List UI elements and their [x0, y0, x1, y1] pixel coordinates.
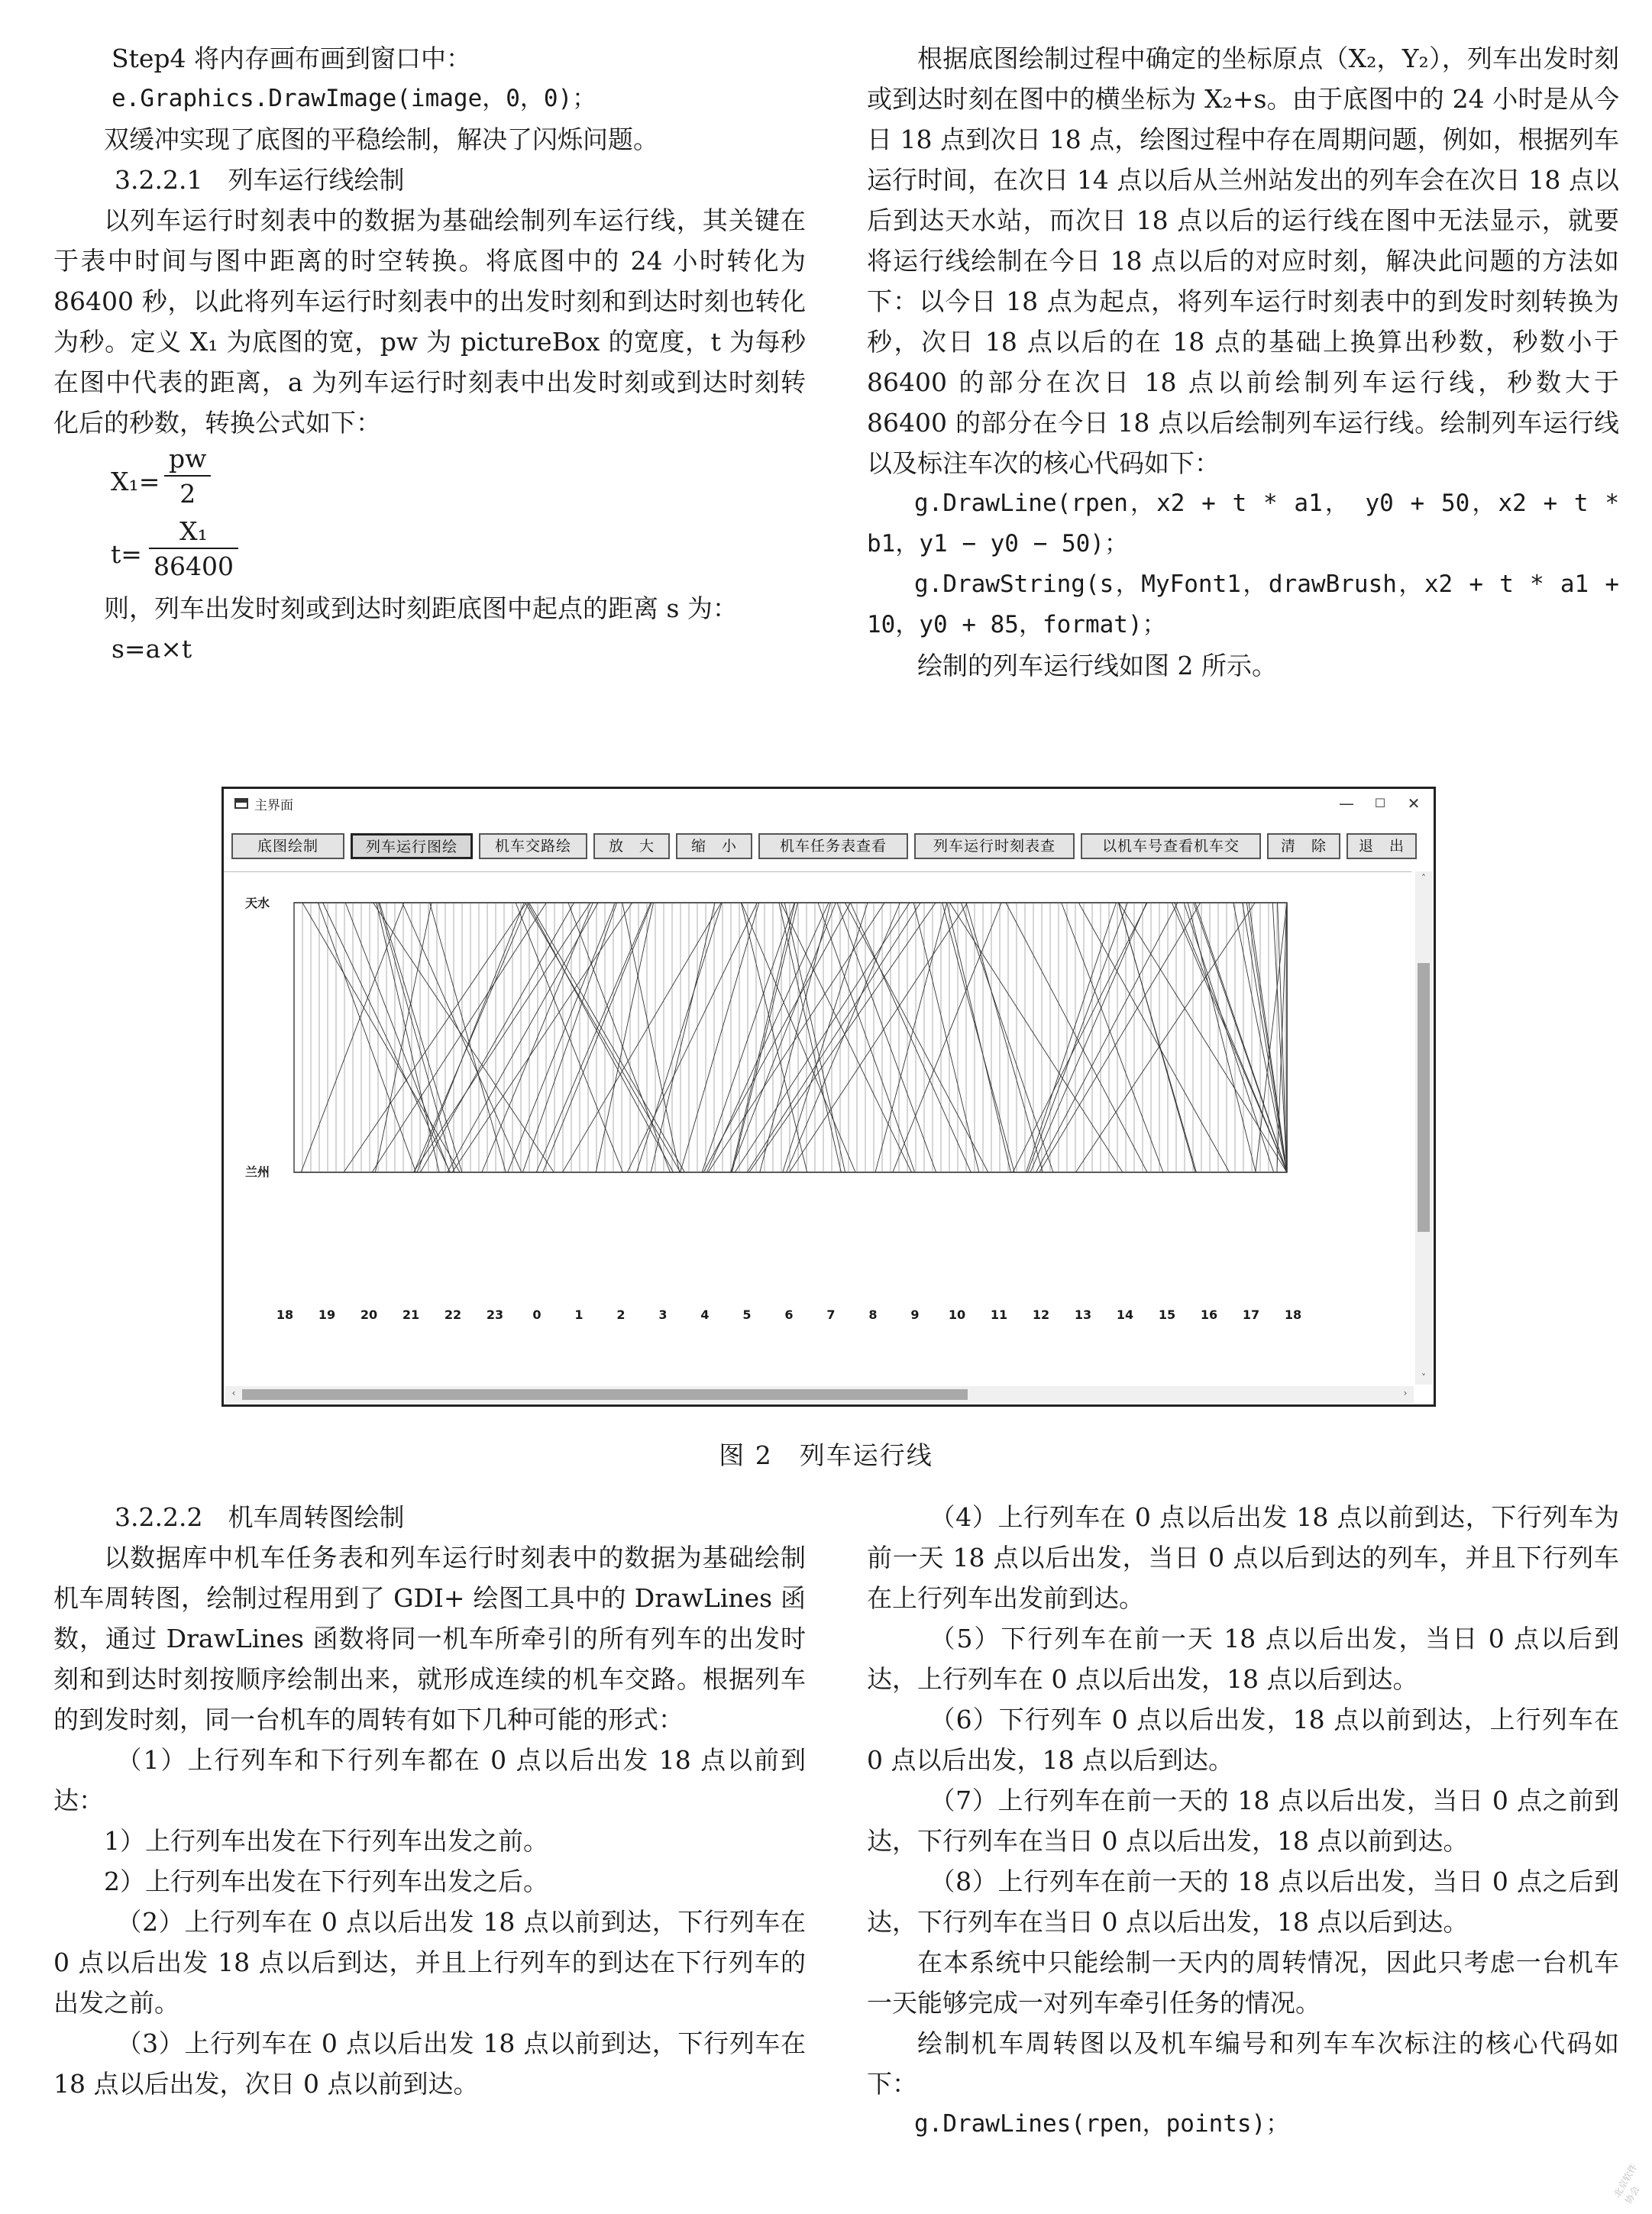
horizontal-scrollbar[interactable] — [225, 1386, 1414, 1403]
clear-button[interactable]: 清 除 — [1267, 833, 1340, 859]
hour-tick-label: 18 — [1284, 1307, 1302, 1322]
hour-tick-label: 4 — [700, 1307, 710, 1322]
paragraph-core-code: 绘制机车周转图以及机车编号和列车车次标注的核心代码如下： — [867, 2028, 1619, 2099]
formula-x1-numerator: pw — [169, 444, 207, 474]
train-run-line — [837, 903, 936, 1172]
train-run-line — [781, 903, 912, 1172]
train-run-line — [947, 903, 1011, 1172]
formula-t-numerator: X₁ — [179, 516, 208, 546]
train-run-line — [702, 903, 794, 1172]
draw-loco-routing-button[interactable]: 机车交路绘 — [479, 833, 587, 859]
train-run-line — [1243, 903, 1287, 1172]
title-bar — [224, 789, 1434, 818]
section-heading-3221: 3.2.2.1 列车运行线绘制 — [115, 165, 405, 195]
window-title: 主界面 — [254, 797, 293, 813]
hour-tick-label: 11 — [990, 1307, 1008, 1322]
train-run-line — [731, 903, 795, 1172]
train-run-line — [536, 903, 651, 1172]
hour-tick-label: 3 — [658, 1307, 668, 1322]
formula-t-lhs: t= — [111, 539, 142, 569]
train-run-line — [379, 903, 454, 1172]
hour-tick-label: 22 — [444, 1307, 462, 1322]
train-run-line — [949, 903, 1123, 1172]
case-item-1: （1）上行列车和下行列车都在 0 点以后出发 18 点以前到达： — [53, 1745, 806, 1815]
case-item-8: （8）上行列车在前一天的 18 点以后出发，当日 0 点之后到达，下行列车在当日 0 点以后出发，18 点以后到达。 — [867, 1867, 1619, 1937]
draw-train-diagram-button[interactable]: 列车运行图绘 — [351, 833, 473, 859]
left-column-bottom — [53, 1497, 806, 2104]
scroll-down-icon[interactable]: ˅ — [1421, 1372, 1426, 1383]
hour-tick-label: 18 — [276, 1307, 294, 1322]
horizontal-scroll-thumb[interactable] — [242, 1389, 968, 1400]
watermark: 北京软件协会 — [1612, 2161, 1642, 2206]
draw-base-map-button[interactable]: 底图绘制 — [231, 833, 344, 859]
scroll-up-icon[interactable]: ˄ — [1421, 873, 1426, 884]
hour-tick-label: 15 — [1158, 1307, 1176, 1322]
formula-t — [111, 516, 806, 588]
train-run-line — [1036, 903, 1178, 1172]
left-column-top — [53, 38, 806, 669]
paragraph-origin: 根据底图绘制过程中确定的坐标原点（X₂，Y₂），列车出发时刻或到达时刻在图中的横坐标为 X₂+s。由于底图中的 24 小时是从今日 18 点到次日 18 点，绘图过程中存在周期问题，例如，根据列车运行时间，在次日 14 点以后从兰州站发出的列车会在次日 18 点以后到达天水站，而次日 18 点以后的运行线在图中无法显示，就要将运行线绘制在今日 18 点以后的对应时刻，解决此问题的方法如下：以今日 18 点为起点，将列车运行时刻表中的到发时刻转换为秒，次日 18 点以后的在 18 点的基础上换算出秒数，秒数小于 86400 的部分在次日 18 点以前绘制列车运行线，秒数大于 86400 的部分在今日 18 点以后绘制列车运行线。绘制列车运行线以及标注车次的核心代码如下： — [867, 44, 1619, 478]
case-item-2: （2）上行列车在 0 点以后出发 18 点以前到达，下行列车在 0 点以后出发 18 点以后到达，并且上行列车的到达在下行列车的出发之前。 — [53, 1907, 806, 2018]
right-column-bottom — [867, 1497, 1619, 2145]
code-drawlines: g.DrawLines(rpen，points)； — [914, 2110, 1290, 2138]
case-item-3: （3）上行列车在 0 点以后出发 18 点以前到达，下行列车在 18 点以后出发，次日 0 点以前到达。 — [53, 2028, 806, 2099]
maximize-icon[interactable]: ☐ — [1374, 796, 1386, 810]
train-run-line — [1078, 903, 1229, 1172]
view-loco-task-table-button[interactable]: 机车任务表查看 — [758, 833, 908, 859]
hour-tick-label: 9 — [910, 1307, 920, 1322]
case-item-4: （4）上行列车在 0 点以后出发 18 点以前到达，下行列车为前一天 18 点以后出发，当日 0 点以后到达的列车，并且下行列车在上行列车出发前到达。 — [867, 1502, 1619, 1613]
train-run-line — [913, 903, 979, 1172]
hour-tick-label: 23 — [486, 1307, 504, 1322]
train-run-line — [448, 903, 598, 1172]
train-run-line — [787, 903, 900, 1172]
train-run-line — [741, 903, 807, 1172]
train-run-line — [1030, 903, 1146, 1172]
train-run-line — [373, 903, 554, 1172]
train-run-line — [651, 903, 715, 1172]
train-run-line — [1188, 903, 1256, 1172]
exit-button[interactable]: 退 出 — [1346, 833, 1417, 859]
section-heading-3222: 3.2.2.2 机车周转图绘制 — [115, 1502, 405, 1532]
train-run-line — [377, 903, 439, 1172]
train-run-line — [966, 903, 1043, 1172]
hour-tick-label: 20 — [360, 1307, 378, 1322]
train-run-line — [413, 903, 590, 1172]
hour-tick-label: 17 — [1242, 1307, 1260, 1322]
hour-tick-label: 8 — [868, 1307, 878, 1322]
train-run-line — [637, 903, 723, 1172]
train-run-line — [1172, 903, 1287, 1172]
code-drawstring: g.DrawString(s，MyFont1，drawBrush，x2 + t * a1 + 10，y0 + 85，format)； — [867, 570, 1619, 638]
paragraph-one-day: 在本系统中只能绘制一天内的周转情况，因此只考虑一台机车一天能够完成一对列车牵引任务的情况。 — [867, 1947, 1619, 2018]
train-run-line — [420, 903, 574, 1172]
zoom-in-button[interactable]: 放 大 — [593, 833, 670, 859]
train-run-line — [1272, 903, 1287, 1172]
train-run-line — [742, 903, 855, 1172]
train-run-line — [508, 903, 616, 1172]
formula-x1 — [111, 443, 806, 516]
case-item-1b: 2）上行列车出发在下行列车出发之后。 — [104, 1867, 548, 1896]
view-by-loco-number-button[interactable]: 以机车号查看机车交 — [1081, 833, 1261, 859]
train-run-line — [622, 903, 680, 1172]
train-run-line — [735, 903, 910, 1172]
hour-tick-label: 16 — [1200, 1307, 1218, 1322]
double-buffer-text: 双缓冲实现了底图的平稳绘制，解决了闪烁问题。 — [104, 124, 658, 154]
case-item-1a: 1）上行列车出发在下行列车出发之前。 — [104, 1826, 548, 1856]
formula-s: s=a×t — [112, 634, 192, 664]
train-run-line — [372, 903, 546, 1172]
hour-tick-label: 1 — [574, 1307, 584, 1322]
train-run-line — [543, 903, 651, 1172]
scroll-left-icon[interactable]: ‹ — [231, 1388, 236, 1398]
hour-tick-label: 13 — [1074, 1307, 1092, 1322]
minimize-icon[interactable]: — — [1339, 794, 1354, 813]
case-item-6: （6）下行列车 0 点以后出发，18 点以前到达，上行列车在 0 点以后出发，18 点以后到达。 — [867, 1705, 1619, 1775]
train-run-line — [380, 903, 462, 1172]
diagram-canvas[interactable] — [224, 871, 1411, 1369]
train-run-line — [730, 903, 836, 1172]
view-timetable-button[interactable]: 列车运行时刻表查 — [914, 833, 1075, 859]
hour-tick-label: 10 — [948, 1307, 966, 1322]
formula-x1-denominator: 2 — [164, 475, 211, 512]
paragraph-conversion: 以列车运行时刻表中的数据为基础绘制列车运行线，其关键在于表中时间与图中距离的时空转换。将底图中的 24 小时转化为 86400 秒，以此将列车运行时刻表中的出发时刻和到达时刻也转化为秒。定义 X₁ 为底图的宽，pw 为 pictureBox 的宽度，t 为每秒在图中代表的距离，a 为列车运行时刻表中出发时刻或到达时刻转化后的秒数，转换公式如下： — [53, 205, 806, 438]
figure-reference: 绘制的列车运行线如图 2 所示。 — [917, 651, 1277, 680]
train-run-line — [482, 903, 593, 1172]
formula-t-denominator: 86400 — [149, 548, 238, 584]
train-run-line — [452, 903, 632, 1172]
case-item-7: （7）上行列车在前一天的 18 点以后出发，当日 0 点之前到达，下行列车在当日 0 点以后出发，18 点以前到达。 — [867, 1786, 1619, 1856]
train-run-line — [1119, 903, 1287, 1172]
scroll-right-icon[interactable]: › — [1403, 1388, 1408, 1398]
train-run-lines — [224, 872, 1411, 1300]
step4-text: Step4 将内存画布画到窗口中： — [112, 44, 472, 73]
right-column-top — [867, 38, 1619, 686]
train-run-line — [301, 903, 404, 1172]
figure-caption: 图 2 列车运行线 — [719, 1440, 933, 1470]
hour-tick-label: 12 — [1032, 1307, 1050, 1322]
vertical-scroll-thumb[interactable] — [1418, 963, 1430, 1232]
code-drawline: g.DrawLine(rpen，x2 + t * a1， y0 + 50，x2 + t * b1，y1 − y0 − 50)； — [867, 490, 1619, 558]
train-run-line — [875, 903, 947, 1172]
train-run-line — [568, 903, 670, 1172]
hour-tick-label: 2 — [616, 1307, 626, 1322]
station-label-lanzhou: 兰州 — [245, 1165, 270, 1179]
paragraph-loco-turnaround: 以数据库中机车任务表和列车运行时刻表中的数据为基础绘制机车周转图，绘制过程用到了 GDI+ 绘图工具中的 DrawLines 函数，通过 DrawLines 函数将同一机车所牵引的所有列车的出发时刻和到达时刻按顺序绘制出来，就形成连续的机车交路。根据列车的到发时刻，同一台机车的周转有如下几种可能的形式： — [53, 1543, 806, 1734]
train-run-line — [596, 903, 653, 1172]
train-run-line — [302, 903, 460, 1172]
case-item-5: （5）下行列车在前一天 18 点以后出发，当日 0 点以后到达，上行列车在 0 点以后出发，18 点以后到达。 — [867, 1624, 1619, 1694]
hour-tick-label: 19 — [318, 1307, 336, 1322]
formula-x1-lhs: X₁= — [111, 467, 160, 496]
app-window-screenshot — [221, 787, 1436, 1407]
train-run-line — [1249, 903, 1287, 1172]
train-run-line — [789, 903, 967, 1172]
hour-tick-label: 5 — [742, 1307, 752, 1322]
distance-text: 则，列车出发时刻或到达时刻距底图中起点的距离 s 为： — [104, 593, 738, 623]
close-icon[interactable]: ✕ — [1407, 794, 1421, 813]
toolbar — [231, 833, 1417, 859]
train-run-line — [430, 903, 506, 1172]
zoom-out-button[interactable]: 缩 小 — [676, 833, 752, 859]
hour-tick-label: 21 — [402, 1307, 420, 1322]
train-run-line — [528, 903, 674, 1172]
app-icon — [234, 798, 248, 809]
station-label-tianshui: 天水 — [245, 896, 270, 910]
hour-tick-label: 14 — [1116, 1307, 1134, 1322]
train-run-line — [1175, 903, 1287, 1172]
hour-tick-label: 0 — [532, 1307, 542, 1322]
code-drawimage: e.Graphics.DrawImage(image，0，0)； — [112, 85, 596, 112]
train-run-line — [1013, 903, 1147, 1172]
hour-tick-label: 7 — [826, 1307, 836, 1322]
vertical-scrollbar[interactable] — [1415, 871, 1432, 1385]
train-run-line — [708, 903, 884, 1172]
train-run-line — [344, 903, 526, 1172]
hour-tick-label: 6 — [784, 1307, 794, 1322]
train-run-line — [893, 903, 1001, 1172]
train-run-line — [318, 903, 415, 1172]
formula-t-fraction — [149, 516, 238, 584]
formula-x1-fraction — [164, 443, 211, 512]
